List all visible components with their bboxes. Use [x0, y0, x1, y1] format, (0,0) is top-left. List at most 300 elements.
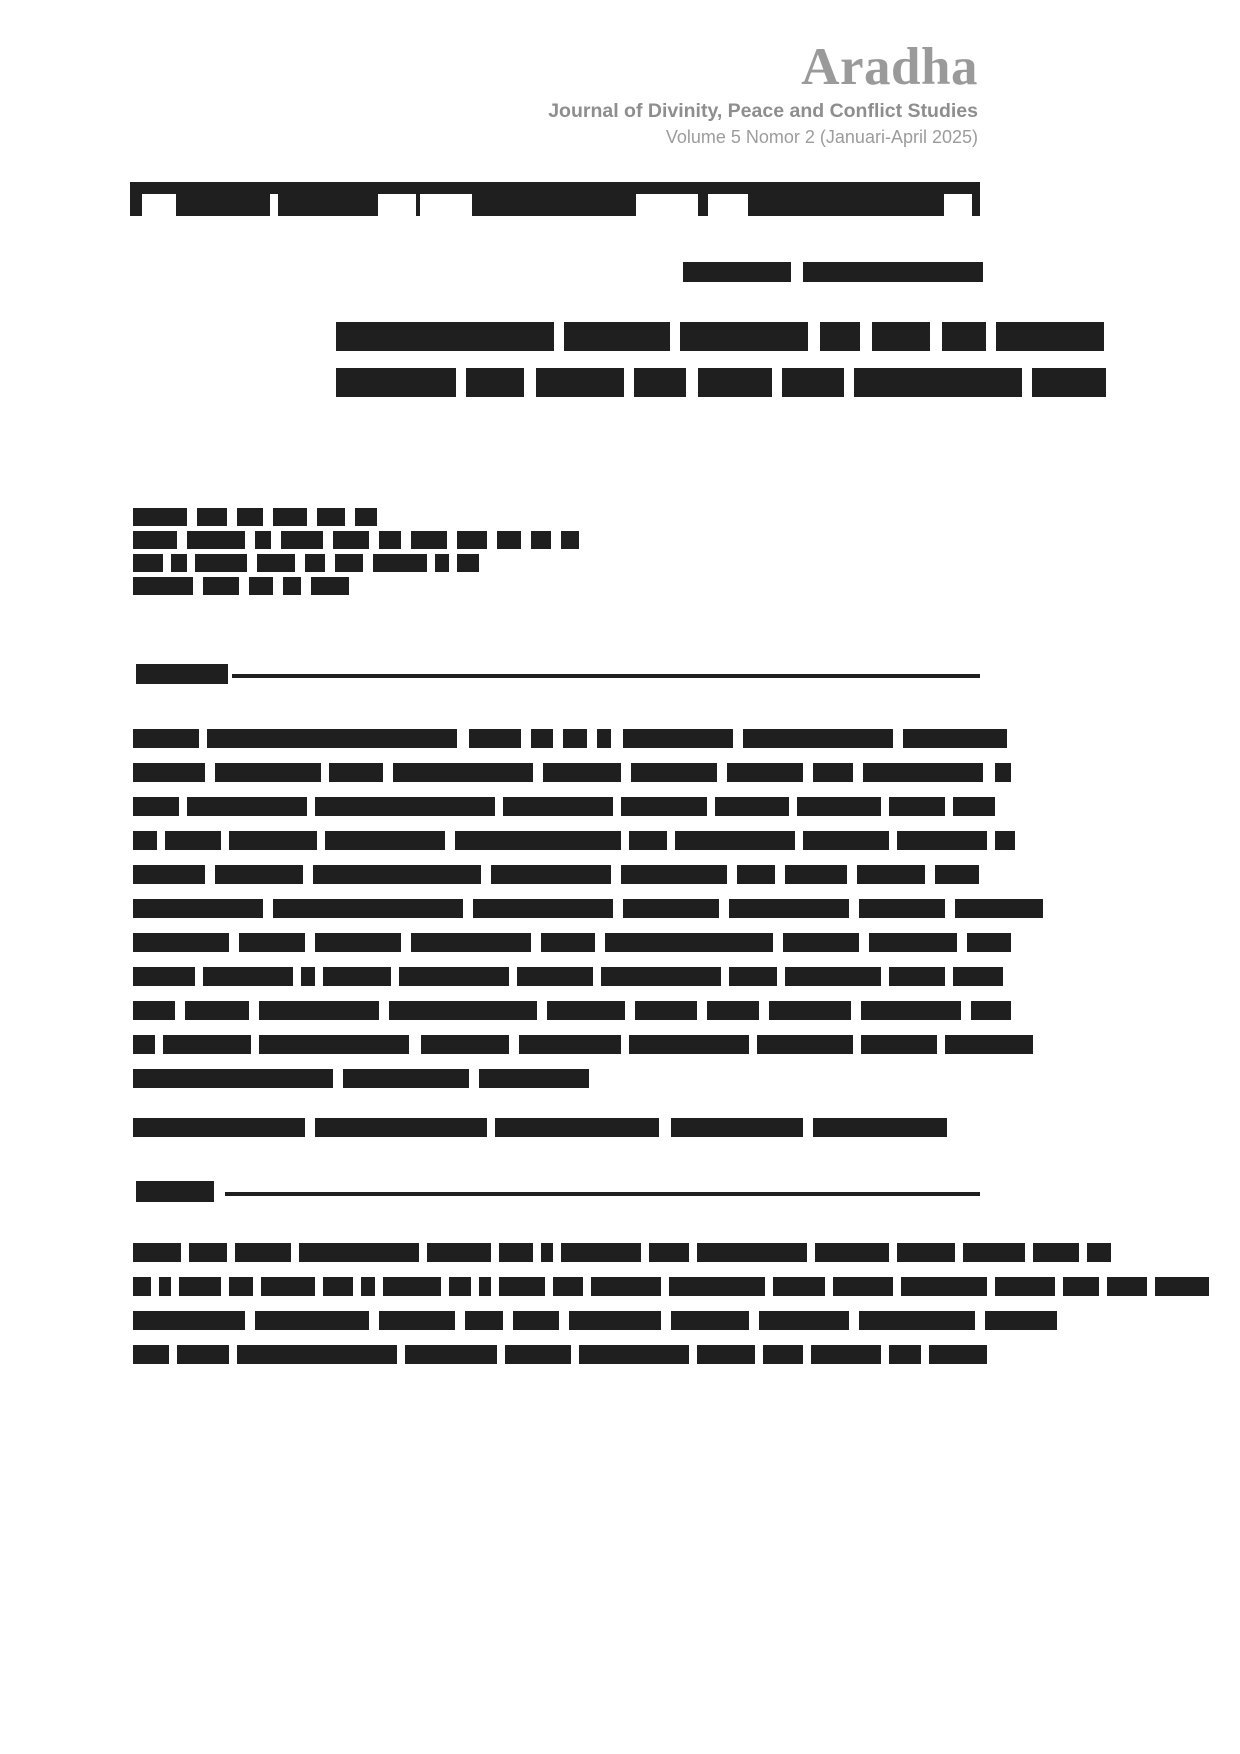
redacted-word-gap — [481, 865, 491, 884]
section-body-line — [133, 831, 1015, 850]
redacted-word-gap — [245, 1311, 255, 1330]
redacted-word-gap — [353, 1277, 361, 1296]
redacted-word — [133, 531, 177, 549]
redacted-word-gap — [1022, 368, 1032, 397]
redacted-word — [649, 1243, 689, 1262]
redacted-word — [495, 1118, 659, 1137]
redacted-word-gap — [1055, 1277, 1063, 1296]
redacted-word — [945, 1035, 1033, 1054]
redacted-word-gap — [463, 899, 473, 918]
redacted-word-gap — [945, 967, 953, 986]
redacted-word — [165, 831, 221, 850]
redacted-word-gap — [509, 967, 517, 986]
section-body-line — [133, 1243, 1111, 1262]
redacted-word — [680, 322, 808, 351]
redacted-word-gap — [772, 368, 782, 397]
redacted-word — [1107, 1277, 1147, 1296]
redacted-word-gap — [611, 729, 623, 748]
redacted-word — [163, 1035, 251, 1054]
redacted-word-gap — [721, 967, 729, 986]
redacted-word — [133, 797, 179, 816]
redacted-word-gap — [491, 1243, 499, 1262]
redacted-word-gap — [305, 1118, 315, 1137]
banner-word-gap — [708, 194, 748, 216]
redacted-word — [207, 729, 457, 748]
redacted-word-gap — [193, 577, 203, 595]
redacted-word — [769, 1001, 851, 1020]
redacted-word-gap — [955, 1243, 963, 1262]
redacted-word — [393, 763, 533, 782]
redacted-word-gap — [449, 554, 457, 572]
redacted-word-gap — [945, 899, 955, 918]
redacted-word-gap — [554, 322, 564, 351]
redacted-word-gap — [271, 531, 281, 549]
redacted-word — [235, 1243, 291, 1262]
redacted-word — [427, 1243, 491, 1262]
redacted-word — [133, 865, 205, 884]
section-body-line — [133, 1035, 1033, 1054]
redacted-word — [473, 899, 613, 918]
redacted-word — [479, 1277, 491, 1296]
redacted-word-gap — [930, 322, 942, 351]
redacted-word — [601, 967, 721, 986]
redacted-word — [133, 899, 263, 918]
redacted-word-gap — [1147, 1277, 1155, 1296]
redacted-word — [197, 508, 227, 526]
redacted-word — [859, 899, 945, 918]
redacted-word — [854, 368, 1022, 397]
redacted-word — [335, 554, 363, 572]
redacted-word-gap — [759, 1001, 769, 1020]
redacted-word-gap — [625, 1001, 635, 1020]
redacted-word-gap — [853, 1035, 861, 1054]
redacted-word-gap — [589, 1069, 597, 1088]
redacted-word-gap — [293, 967, 301, 986]
redacted-word-gap — [659, 1118, 671, 1137]
redacted-word — [299, 1243, 419, 1262]
redacted-word — [629, 831, 667, 850]
redacted-word-gap — [571, 1345, 579, 1364]
redacted-word-gap — [369, 531, 379, 549]
section-body-line — [133, 967, 1003, 986]
redacted-word — [305, 554, 325, 572]
redacted-word — [383, 1277, 441, 1296]
redacted-word — [996, 322, 1104, 351]
section-heading-abstract-id — [136, 664, 228, 684]
redacted-word-gap — [1079, 1243, 1087, 1262]
banner-word-gap — [270, 194, 278, 216]
redacted-word-gap — [524, 368, 536, 397]
redacted-word — [189, 1243, 227, 1262]
redacted-word-gap — [975, 1311, 985, 1330]
redacted-word — [229, 831, 317, 850]
redacted-word-gap — [621, 831, 629, 850]
redacted-word-gap — [889, 1243, 897, 1262]
redacted-word — [283, 577, 301, 595]
redacted-word — [757, 1035, 853, 1054]
redacted-word-gap — [803, 1345, 811, 1364]
redacted-word — [311, 577, 349, 595]
redacted-word — [435, 554, 449, 572]
redacted-word-gap — [383, 763, 393, 782]
redacted-word — [929, 1345, 987, 1364]
section-body-line — [133, 1277, 1209, 1296]
redacted-word-gap — [987, 1277, 995, 1296]
redacted-word-gap — [305, 933, 315, 952]
redacted-word — [541, 1243, 553, 1262]
redacted-word — [547, 1001, 625, 1020]
redacted-word — [1063, 1277, 1099, 1296]
redacted-word — [859, 1311, 975, 1330]
redacted-word-gap — [957, 933, 967, 952]
running-head-banner — [130, 182, 980, 216]
redacted-word-gap — [961, 1001, 971, 1020]
redacted-word-gap — [613, 899, 623, 918]
redacted-word — [229, 1277, 253, 1296]
redacted-word-gap — [789, 797, 797, 816]
redacted-word-gap — [375, 1277, 383, 1296]
redacted-word — [579, 1345, 689, 1364]
redacted-word — [503, 797, 613, 816]
section-body-line — [133, 797, 995, 816]
redacted-word — [203, 577, 239, 595]
redacted-word — [995, 763, 1011, 782]
redacted-word — [336, 322, 554, 351]
redacted-word-gap — [263, 508, 273, 526]
redacted-word — [491, 865, 611, 884]
redacted-word-gap — [889, 831, 897, 850]
redacted-word — [273, 899, 463, 918]
redacted-word — [872, 322, 930, 351]
redacted-word-gap — [921, 1345, 929, 1364]
redacted-word-gap — [689, 1243, 697, 1262]
redacted-word-gap — [1025, 1243, 1033, 1262]
redacted-word — [561, 531, 579, 549]
redacted-word — [623, 899, 719, 918]
redacted-word-gap — [545, 1277, 553, 1296]
redacted-word — [457, 554, 479, 572]
redacted-word-gap — [295, 554, 305, 572]
keywords-line — [133, 1118, 947, 1137]
redacted-word-gap — [187, 508, 197, 526]
redacted-word — [903, 729, 1007, 748]
redacted-word-gap — [587, 729, 597, 748]
redacted-word-gap — [205, 865, 215, 884]
redacted-word-gap — [825, 1277, 833, 1296]
redacted-word-gap — [291, 1243, 299, 1262]
redacted-word — [621, 797, 707, 816]
redacted-word-gap — [471, 1277, 479, 1296]
redacted-word — [967, 933, 1011, 952]
redacted-word — [553, 1277, 583, 1296]
redacted-word-gap — [263, 899, 273, 918]
redacted-word-gap — [881, 967, 889, 986]
redacted-word-gap — [247, 554, 257, 572]
redacted-word-gap — [175, 1001, 185, 1020]
banner-word-gap — [944, 194, 972, 216]
redacted-word — [261, 1277, 315, 1296]
redacted-word-gap — [860, 322, 872, 351]
redacted-word — [325, 831, 445, 850]
redacted-word-gap — [987, 831, 995, 850]
redacted-word — [273, 508, 307, 526]
redacted-word-gap — [307, 797, 315, 816]
redacted-word — [179, 1277, 221, 1296]
redacted-word — [133, 933, 229, 952]
redacted-word — [133, 831, 157, 850]
redacted-word — [237, 508, 263, 526]
banner-word-gap — [378, 194, 416, 216]
redacted-word — [963, 1243, 1025, 1262]
redacted-word — [815, 1243, 889, 1262]
redacted-word-gap — [773, 933, 783, 952]
redacted-word — [469, 729, 521, 748]
redacted-word — [195, 554, 247, 572]
redacted-word-gap — [363, 554, 373, 572]
redacted-word — [561, 1243, 641, 1262]
redacted-word-gap — [893, 729, 903, 748]
redacted-word — [773, 1277, 825, 1296]
redacted-word-gap — [749, 1035, 757, 1054]
redacted-word-gap — [177, 531, 187, 549]
redacted-word — [935, 865, 979, 884]
redacted-word-gap — [245, 531, 255, 549]
redacted-word-gap — [205, 763, 215, 782]
redacted-word — [336, 368, 456, 397]
redacted-word — [505, 1345, 571, 1364]
redacted-word-gap — [325, 554, 335, 572]
redacted-word — [411, 531, 447, 549]
redacted-word-gap — [533, 763, 543, 782]
redacted-word — [629, 1035, 749, 1054]
redacted-word — [249, 577, 273, 595]
redacted-word-gap — [469, 1069, 479, 1088]
redacted-word-gap — [670, 322, 680, 351]
redacted-word — [133, 1118, 305, 1137]
redacted-word-gap — [497, 1345, 505, 1364]
redacted-word-gap — [881, 797, 889, 816]
redacted-word-gap — [777, 967, 785, 986]
redacted-word — [631, 763, 717, 782]
redacted-word — [536, 368, 624, 397]
article-title-line — [336, 368, 1106, 397]
journal-masthead — [278, 40, 978, 149]
redacted-word — [517, 967, 593, 986]
redacted-word — [698, 368, 772, 397]
redacted-word — [833, 1277, 893, 1296]
redacted-word — [1087, 1243, 1111, 1262]
redacted-word-gap — [808, 322, 820, 351]
redacted-word-gap — [169, 1345, 177, 1364]
redacted-word — [177, 1345, 229, 1364]
redacted-word-gap — [455, 1311, 465, 1330]
redacted-word — [623, 729, 733, 748]
redacted-word-gap — [401, 531, 411, 549]
redacted-word — [797, 797, 881, 816]
redacted-word-gap — [707, 797, 715, 816]
redacted-word — [301, 967, 315, 986]
redacted-word — [897, 831, 987, 850]
redacted-word-gap — [1099, 1277, 1107, 1296]
redacted-word — [281, 531, 323, 549]
redacted-word-gap — [697, 1001, 707, 1020]
redacted-word-gap — [593, 967, 601, 986]
redacted-word-gap — [667, 831, 675, 850]
redacted-word — [737, 865, 775, 884]
redacted-word — [257, 554, 295, 572]
redacted-word — [597, 729, 611, 748]
redacted-word-gap — [881, 1345, 889, 1364]
redacted-word — [133, 1243, 181, 1262]
redacted-word-gap — [273, 577, 283, 595]
redacted-word — [405, 1345, 497, 1364]
redacted-word — [185, 1001, 249, 1020]
redacted-word-gap — [849, 1311, 859, 1330]
redacted-word-gap — [553, 1243, 561, 1262]
redacted-word-gap — [583, 1277, 591, 1296]
redacted-word-gap — [227, 508, 237, 526]
redacted-word — [203, 967, 293, 986]
redacted-word — [995, 831, 1015, 850]
redacted-word — [361, 1277, 375, 1296]
redacted-word — [133, 1001, 175, 1020]
redacted-word-gap — [303, 865, 313, 884]
redacted-word-gap — [409, 1035, 421, 1054]
redacted-word — [861, 1001, 961, 1020]
redacted-word-gap — [775, 865, 785, 884]
redacted-word-gap — [155, 1035, 163, 1054]
redacted-word — [1032, 368, 1106, 397]
author-affiliation-line — [133, 577, 349, 595]
banner-word-gap — [420, 194, 472, 216]
redacted-word — [171, 554, 187, 572]
redacted-word — [499, 1277, 545, 1296]
redacted-word — [133, 763, 205, 782]
redacted-word — [466, 368, 524, 397]
redacted-word — [133, 967, 195, 986]
section-body-line — [133, 729, 1007, 748]
redacted-word-gap — [253, 1277, 261, 1296]
redacted-word-gap — [859, 933, 869, 952]
redacted-word — [813, 1118, 947, 1137]
redacted-word-gap — [749, 1311, 759, 1330]
redacted-word — [697, 1345, 755, 1364]
redacted-word-gap — [807, 1243, 815, 1262]
redacted-word — [421, 1035, 509, 1054]
redacted-word-gap — [717, 763, 727, 782]
redacted-word — [671, 1118, 803, 1137]
redacted-word-gap — [227, 1243, 235, 1262]
redacted-word — [563, 729, 587, 748]
journal-subtitle: Journal of Divinity, Peace and Conflict Studies — [548, 99, 978, 122]
redacted-word-gap — [765, 1277, 773, 1296]
redacted-word — [343, 1069, 469, 1088]
redacted-word-gap — [333, 1069, 343, 1088]
author-affiliation-line — [133, 554, 479, 572]
redacted-word — [569, 1311, 661, 1330]
redacted-word — [317, 508, 345, 526]
redacted-word-gap — [893, 1277, 901, 1296]
redacted-word — [259, 1001, 379, 1020]
redacted-word-gap — [315, 967, 323, 986]
redacted-word-gap — [624, 368, 634, 397]
redacted-word — [355, 508, 377, 526]
redacted-word — [379, 531, 401, 549]
redacted-word — [1033, 1243, 1079, 1262]
redacted-word — [869, 933, 957, 952]
redacted-word-gap — [181, 1243, 189, 1262]
redacted-word — [605, 933, 773, 952]
redacted-word-gap — [249, 1001, 259, 1020]
redacted-word-gap — [795, 831, 803, 850]
redacted-word-gap — [187, 554, 195, 572]
redacted-word — [255, 1311, 369, 1330]
section-body-line — [133, 865, 979, 884]
redacted-word-gap — [317, 831, 325, 850]
redacted-word-gap — [447, 531, 457, 549]
redacted-word-gap — [849, 899, 859, 918]
article-title-line — [336, 322, 1104, 351]
journal-logo: Aradha — [801, 38, 978, 96]
redacted-word — [133, 1277, 151, 1296]
section-body-line — [133, 763, 1011, 782]
redacted-word-gap — [661, 1311, 671, 1330]
redacted-word-gap — [251, 1035, 259, 1054]
redacted-word-gap — [171, 1277, 179, 1296]
redacted-word-gap — [689, 1345, 697, 1364]
redacted-word — [259, 1035, 409, 1054]
redacted-word-gap — [621, 763, 631, 782]
redacted-word — [465, 1311, 503, 1330]
redacted-word — [889, 1345, 921, 1364]
redacted-word-gap — [221, 1277, 229, 1296]
redacted-word-gap — [229, 1345, 237, 1364]
banner-word-gap — [636, 194, 698, 216]
redacted-word — [239, 933, 305, 952]
redacted-word-gap — [163, 554, 171, 572]
redacted-word — [897, 1243, 955, 1262]
redacted-word-gap — [315, 1277, 323, 1296]
redacted-word — [1155, 1277, 1209, 1296]
redacted-word-gap — [727, 865, 737, 884]
redacted-word — [621, 865, 727, 884]
redacted-word-gap — [611, 865, 621, 884]
redacted-word — [729, 967, 777, 986]
redacted-word — [133, 1345, 169, 1364]
redacted-word — [543, 763, 621, 782]
redacted-word-gap — [537, 1001, 547, 1020]
redacted-word — [455, 831, 621, 850]
redacted-word-gap — [551, 531, 561, 549]
redacted-word — [591, 1277, 661, 1296]
redacted-word-gap — [323, 531, 333, 549]
redacted-word — [635, 1001, 697, 1020]
redacted-word — [671, 1311, 749, 1330]
article-type-line — [683, 262, 983, 282]
redacted-word — [955, 899, 1043, 918]
redacted-word — [449, 1277, 471, 1296]
section-body-line — [133, 1069, 597, 1088]
redacted-word — [697, 1243, 807, 1262]
redacted-word — [313, 865, 481, 884]
redacted-word — [159, 1277, 171, 1296]
redacted-word-gap — [301, 577, 311, 595]
banner-word-gap — [142, 194, 176, 216]
redacted-word — [783, 933, 859, 952]
redacted-word-gap — [195, 967, 203, 986]
redacted-word-gap — [531, 933, 541, 952]
redacted-word-gap — [391, 967, 399, 986]
